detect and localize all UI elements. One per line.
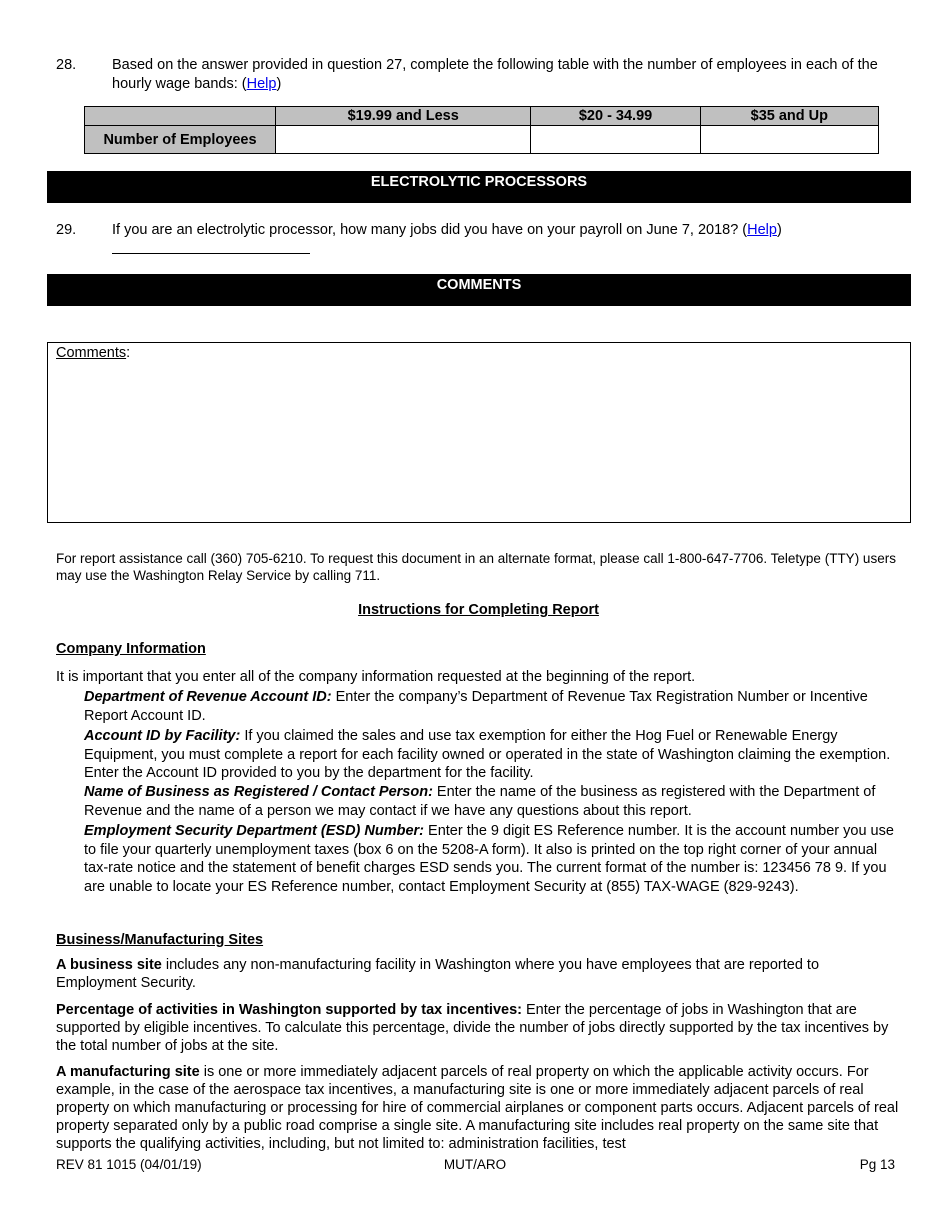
question-number: 28. [56, 57, 77, 73]
instructions-title: Instructions for Completing Report [358, 602, 599, 618]
employees-20-34-99-input[interactable] [531, 126, 700, 154]
section-header-comments: COMMENTS [47, 274, 911, 306]
percentage-activities-paragraph: Percentage of activities in Washington supported by tax incentives: Enter the percentage of jobs in Washington that are supported by eligible incentives. To calculate this percentage, divide the number of jobs directly supported by the tax incentives by the total number of jobs at the site. [56, 1002, 889, 1054]
employees-19-99-and-less-input[interactable] [276, 126, 531, 154]
table-corner-cell [85, 107, 276, 126]
comments-textarea[interactable] [47, 342, 911, 523]
instruction-account-id: Department of Revenue Account ID: Enter the company’s Department of Revenue Tax Registration Number or Incentive Report Account ID. [84, 689, 868, 724]
footer-program: MUT/ARO [443, 1157, 507, 1172]
comments-label: Comments: [56, 345, 131, 361]
question-28 [56, 56, 896, 94]
help-link[interactable]: Help [747, 222, 777, 238]
business-sites-heading: Business/Manufacturing Sites [56, 932, 264, 948]
instruction-business-name: Name of Business as Registered / Contact Person: Enter the name of the business as registered with the Department of Revenue and the name of a person we may contact if we have any questions about this report. [84, 784, 876, 819]
question-number: 29. [56, 222, 77, 238]
table-row [85, 126, 879, 154]
table-header-row [85, 107, 879, 126]
column-header: $35 and Up [700, 107, 878, 126]
instruction-account-by-facility: Account ID by Facility: If you claimed the sales and use tax exemption for either the Hog Fuel or Renewable Energy Equipment, you must complete a report for each facility owned or operated in the state of Washington claiming the exemption. Enter the Account ID provided to you by the department for the facility. [84, 728, 891, 781]
wage-band-table [84, 106, 879, 154]
help-link[interactable]: Help [246, 76, 277, 92]
footer-page-number: Pg 13 [859, 1157, 895, 1172]
question-text: Based on the answer provided in question 27, complete the following table with the number of employees in each of the hourly wage bands: (Help) [112, 57, 878, 92]
footer-form-number: REV 81 1015 (04/01/19) [56, 1157, 202, 1172]
column-header: $20 - 34.99 [531, 107, 700, 126]
question-text: If you are an electrolytic processor, how many jobs did you have on your payroll on June 7, 2018? (Help) [112, 222, 782, 238]
company-info-intro: It is important that you enter all of the company information requested at the beginning of the report. [56, 669, 696, 685]
business-site-paragraph: A business site includes any non-manufacturing facility in Washington where you have employees that are reported to Employment Security. [56, 957, 820, 991]
manufacturing-site-paragraph: A manufacturing site is one or more immediately adjacent parcels of real property on which the applicable activity occurs. For example, in the case of the aerospace tax incentives, a manufacturing site is one or more immediately adjacent parcels of real property on which manufacturing or processing for hire of commercial airplanes or component parts occurs. Adjacent parcels of real property separated only by a public road comprise a single site. A manufacturing site includes real property on the same site that supports the qualifying activities, including, but not limited to: administration facilities, test [56, 1064, 899, 1152]
instruction-esd-number: Employment Security Department (ESD) Number: Enter the 9 digit ES Reference number. It is the account number you use to file your quarterly unemployment taxes (box 6 on the 5208-A form). It also is printed on the top right corner of your annual tax-rate notice and the statement of benefit charges ESD sends you. The current format of the number is: 123456 78 9. If you are unable to locate your ES Reference number, contact Employment Security at (855) TAX-WAGE (829-9243). [84, 823, 894, 895]
question-29 [56, 221, 896, 240]
employees-35-and-up-input[interactable] [700, 126, 878, 154]
electrolytic-jobs-input[interactable] [112, 241, 310, 254]
assistance-note: For report assistance call (360) 705-6210. To request this document in an alternate format, please call 1-800-647-7706. Teletype (TTY) users may use the Washington Relay Service by calling 711. [56, 551, 896, 583]
section-header-electrolytic: ELECTROLYTIC PROCESSORS [47, 171, 911, 203]
company-info-heading: Company Information [56, 641, 206, 657]
column-header: $19.99 and Less [276, 107, 531, 126]
row-header: Number of Employees [85, 126, 276, 154]
